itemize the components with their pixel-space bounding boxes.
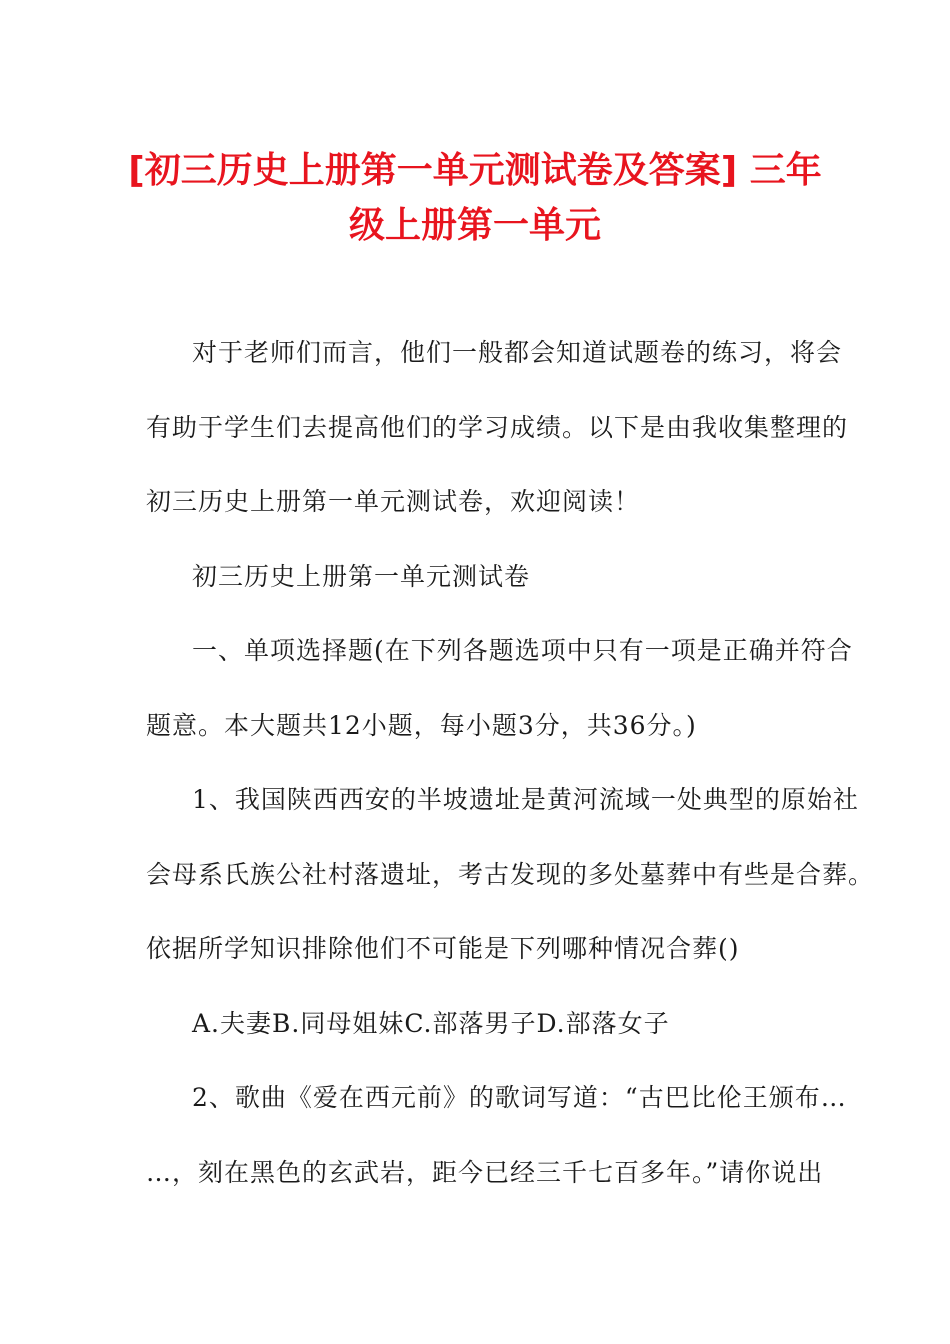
- intro-paragraph-line: 对于老师们而言，他们一般都会知道试题卷的练习，将会: [192, 338, 843, 367]
- question-1-text-line: 会母系氏族公社村落遗址，考古发现的多处墓葬中有些是合葬。: [146, 860, 875, 889]
- question-1-text-line: 1、我国陕西西安的半坡遗址是黄河流域一处典型的原始社: [192, 785, 859, 814]
- title-line-2: 级上册第一单元: [348, 205, 601, 246]
- question-2-text-line: …，刻在黑色的玄武岩，距今已经三千七百多年。”请你说出: [146, 1158, 824, 1187]
- section-heading: 初三历史上册第一单元测试卷: [192, 562, 531, 591]
- intro-paragraph-line: 初三历史上册第一单元测试卷，欢迎阅读！: [146, 487, 641, 516]
- intro-paragraph-line: 有助于学生们去提高他们的学习成绩。以下是由我收集整理的: [146, 413, 849, 442]
- question-2-text-line: 2、歌曲《爱在西元前》的歌词写道：“古巴比伦王颁布…: [192, 1083, 847, 1112]
- question-1-options: A.夫妻B.同母姐妹C.部落男子D.部落女子: [192, 1009, 670, 1038]
- question-instructions-line: 题意。本大题共12小题，每小题3分，共36分。): [146, 711, 697, 740]
- question-instructions-line: 一、单项选择题(在下列各题选项中只有一项是正确并符合: [192, 636, 853, 665]
- document-title: [100, 143, 850, 253]
- question-1-text-line: 依据所学知识排除他们不可能是下列哪种情况合葬(): [146, 934, 740, 963]
- title-line-1: [初三历史上册第一单元测试卷及答案] 三年: [128, 150, 822, 191]
